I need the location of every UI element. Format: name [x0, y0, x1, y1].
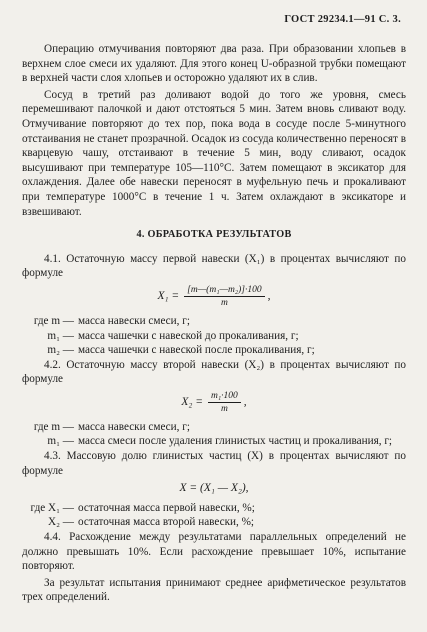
- definition-symbol: m₁ —: [47, 435, 74, 448]
- definition-line: [22, 515, 406, 530]
- clause-4-1: 4.1. Остаточную массу первой навески (X₁) в процентах вычисляют по формуле: [22, 252, 406, 280]
- definition-symbol: где m —: [33, 420, 74, 433]
- document-body: [22, 42, 406, 607]
- formula-denominator: m: [220, 297, 228, 308]
- formula-x2: [22, 390, 406, 415]
- paragraph: Сосуд в третий раз доливают водой до того же уровня, смесь перемешивают палочкой и дают отстояться 5 мин. Затем вновь сливают воду. Отмучивание повторяют до тех пор, пока вода в сосуде после 5-минутного отстаивания не станет прозрачной. Осадок из сосуда количественно переносят в кварцевую чашу, отстаивают в течение 5 мин, воду сливают, осадок высушивают при температуре 105—110°С. Затем помещают в эксикатор для охлаждения. Далее обе навески переносят в муфельную печь и прокаливают при температуре 1000°С в течение 1 ч. Затем охлаждают в эксикаторе и взвешивают.: [22, 88, 406, 218]
- definition-line: [22, 343, 406, 358]
- page-header: ГОСТ 29234.1—91 С. 3.: [284, 14, 401, 25]
- definition-line: [22, 501, 406, 516]
- definition-line: [22, 420, 406, 435]
- clause-4-2: 4.2. Остаточную массу второй навески (X₂) в процентах вычисляют по формуле: [22, 358, 406, 386]
- formula-denominator: m: [220, 403, 228, 414]
- definition-line: [22, 329, 406, 344]
- formula-lhs: X₁ =: [157, 290, 180, 303]
- formula-tail: ,: [243, 396, 247, 409]
- definition-symbol: m₁ —: [47, 329, 74, 342]
- definition-symbol: X₂ —: [48, 516, 74, 529]
- definition-symbol: где X₁ —: [30, 501, 74, 514]
- clause-4-4: 4.4. Расхождение между результатами параллельных определений не должно превышать 10%. Если расхождение превышает 10%, испытание повторяют.: [22, 531, 406, 573]
- definition-text: масса чашечки с навеской после прокаливания, г;: [78, 344, 315, 357]
- formula-fraction: [208, 390, 241, 415]
- formula-x1: [22, 284, 406, 309]
- clause-4-3: 4.3. Массовую долю глинистых частиц (X) в процентах вычисляют по формуле: [22, 450, 406, 477]
- formula-x: X = (X₁ — X₂),: [179, 482, 249, 495]
- definition-text: масса чашечки с навеской до прокаливания, г;: [78, 329, 299, 342]
- formula-numerator: m₁·100: [208, 390, 241, 403]
- section-title: 4. ОБРАБОТКА РЕЗУЛЬТАТОВ: [136, 229, 292, 241]
- formula-lhs: X₂ =: [181, 396, 203, 409]
- definition-line: [22, 434, 406, 449]
- definition-text: остаточная масса второй навески, %;: [78, 516, 255, 529]
- definition-text: масса смеси после удаления глинистых частиц и прокаливания, г;: [78, 435, 393, 448]
- paragraph: Операцию отмучивания повторяют два раза. При образовании хлопьев в верхнем слое смеси их удаляют. Для этого конец U-образной трубки помещают в верхней части слоя хлопьев и осторожно удаляют их в слив.: [22, 43, 406, 85]
- definition-symbol: m₂ —: [47, 344, 74, 357]
- definition-symbol: где m —: [33, 314, 74, 327]
- definition-text: масса навески смеси, г;: [78, 314, 190, 327]
- definition-line: [22, 314, 406, 329]
- closing-paragraph: За результат испытания принимают среднее арифметическое результатов трех определений.: [22, 576, 406, 604]
- definition-text: остаточная масса первой навески, %;: [78, 501, 255, 514]
- definition-text: масса навески смеси, г;: [78, 420, 190, 433]
- formula-fraction: [184, 284, 264, 309]
- formula-tail: ,: [267, 290, 271, 303]
- formula-numerator: [m—(m₁—m₂)]·100: [184, 284, 264, 297]
